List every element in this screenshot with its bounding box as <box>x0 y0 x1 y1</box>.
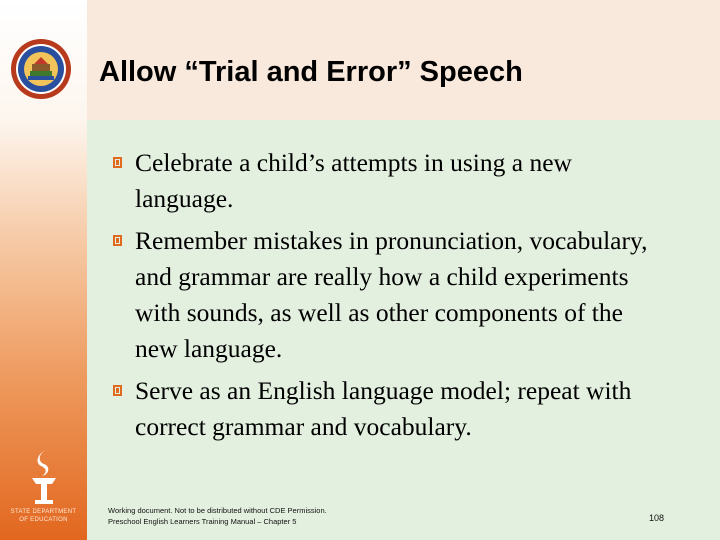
square-bullet-icon <box>113 235 122 246</box>
square-bullet-icon <box>113 385 122 396</box>
footer-line-1: Working document. Not to be distributed without CDE Permission. <box>108 506 327 515</box>
torch-icon <box>26 448 62 508</box>
bullet-item <box>111 373 671 445</box>
department-logo <box>2 448 85 528</box>
bullet-text: Celebrate a child’s attempts in using a new language. <box>135 148 572 213</box>
bullet-text: Remember mistakes in pronunciation, vocabulary, and grammar are really how a child experiments with sounds, as well as other components of the new language. <box>135 226 648 363</box>
bullet-item <box>111 223 671 367</box>
department-name-line2: OF EDUCATION <box>19 517 68 523</box>
page-number: 108 <box>649 513 665 523</box>
footer-note <box>108 505 327 527</box>
bullet-text: Serve as an English language model; repeat with correct grammar and vocabulary. <box>135 376 632 441</box>
department-name <box>2 508 85 524</box>
footer-line-2: Preschool English Learners Training Manual – Chapter 5 <box>108 517 297 526</box>
bullet-item <box>111 145 671 217</box>
state-seal-logo <box>10 38 72 100</box>
slide-title: Allow “Trial and Error” Speech <box>99 56 523 88</box>
bullet-list <box>111 145 671 451</box>
department-name-line1: STATE DEPARTMENT <box>10 509 77 515</box>
square-bullet-icon <box>113 157 122 168</box>
sidebar-gradient <box>0 0 87 540</box>
